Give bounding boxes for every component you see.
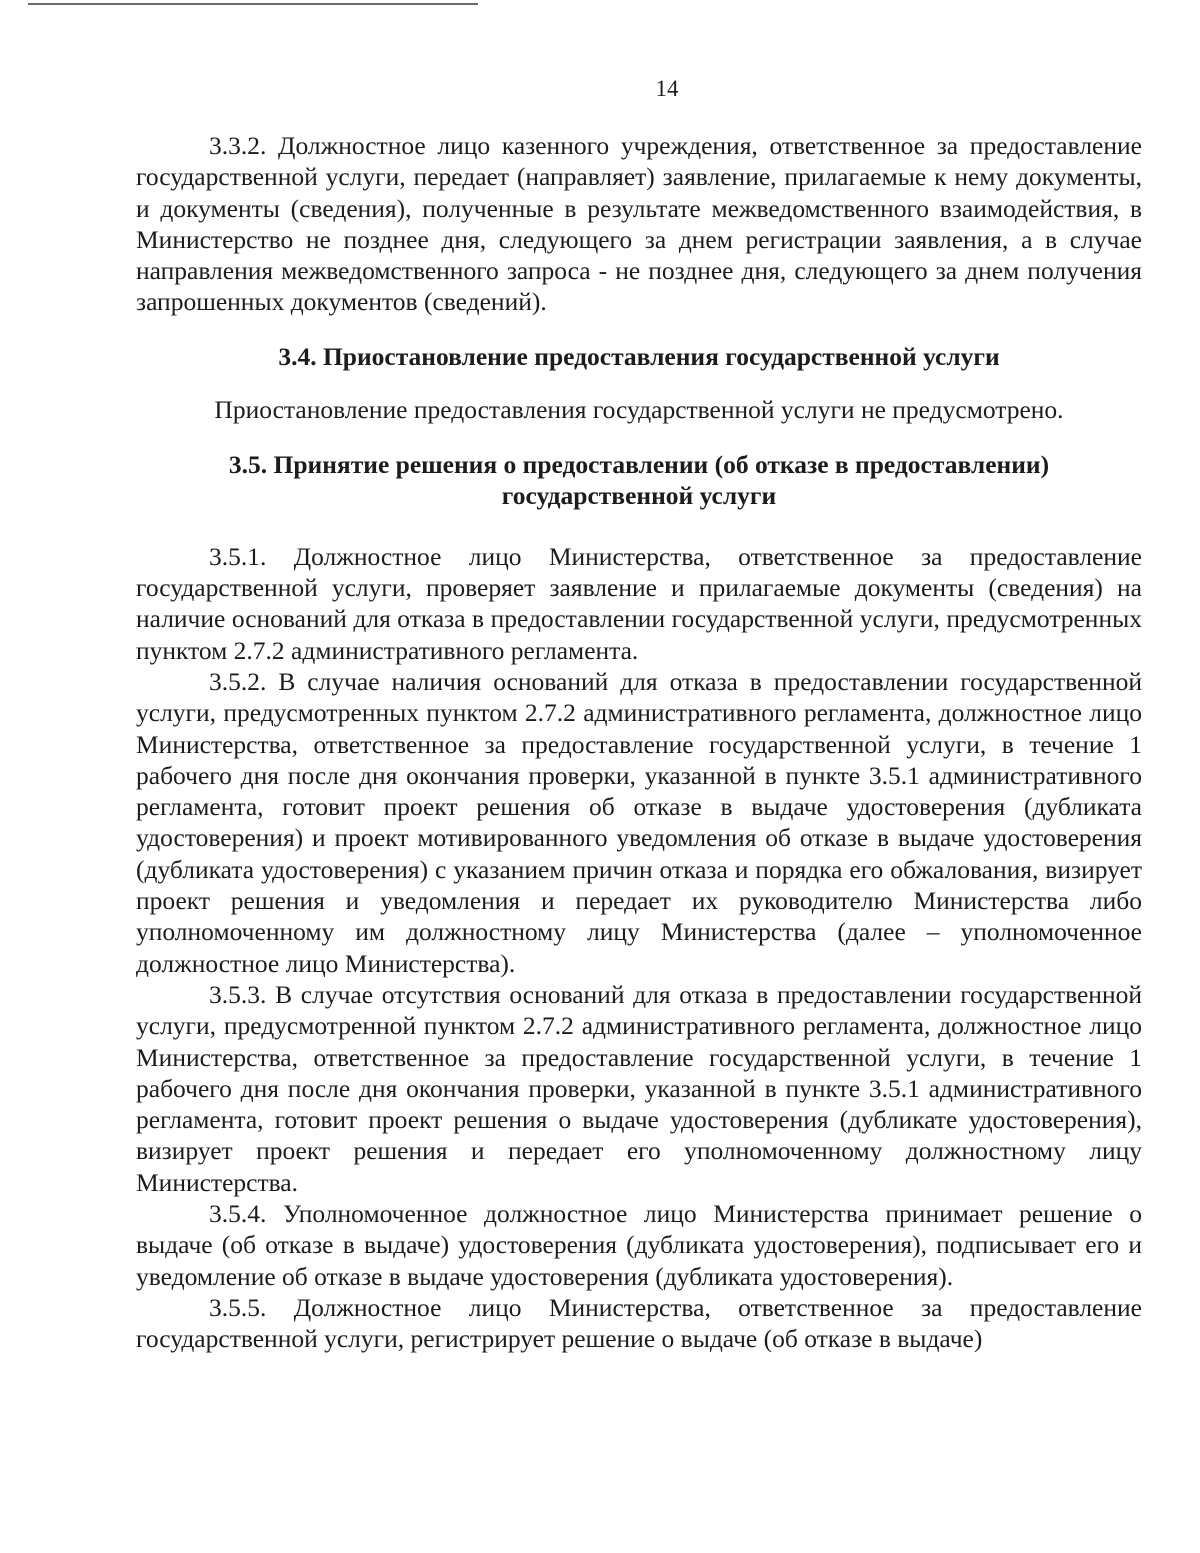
paragraph-3-5-2: 3.5.2. В случае наличия оснований для отказа в предоставлении государственной услуги, предусмотренных пунктом 2.7.2 административного регламента, должностное лицо Министерства, ответственное за предоставление государственной услуги, в течение 1 рабочего дня после дня окончания проверки, указанной в пункте 3.5.1 административного регламента, готовит проект решения об отказе в выдаче удостоверения (дубликата удостоверения) и проект мотивированного уведомления об отказе в выдаче удостоверения (дубликата удостоверения) с указанием причин отказа и порядка его обжалования, визирует проект решения и уведомления и передает их руководителю Министерства либо уполномоченному им должностному лицу Министерства (далее – уполномоченное должностное лицо Министерства). [136,666,1142,978]
paragraph-3-5-3: 3.5.3. В случае отсутствия оснований для отказа в предоставлении государственной услуги, предусмотренной пунктом 2.7.2 административного регламента, должностное лицо Министерства, ответственное за предоставление государственной услуги, в течение 1 рабочего дня после дня окончания проверки, указанной в пункте 3.5.1 административного регламента, готовит проект решения о выдаче удостоверения (дубликате удостоверения), визирует проект решения и передает его уполномоченному должностному лицу Министерства. [136,979,1142,1197]
paragraph-3-5-5: 3.5.5. Должностное лицо Министерства, ответственное за предоставление государственной услуги, регистрирует решение о выдаче (об отказе в выдаче) [136,1292,1142,1354]
section-heading-3-4: 3.4. Приостановление предоставления государственной услуги [278,341,1000,371]
page-number: 14 [655,76,679,101]
paragraph-3-5-1: 3.5.1. Должностное лицо Министерства, ответственное за предоставление государственной услуги, проверяет заявление и прилагаемые документы (сведения) на наличие оснований для отказа в предоставлении государственной услуги, предусмотренных пунктом 2.7.2 административного регламента. [136,541,1142,665]
document-body [136,130,1142,1355]
suspension-note: Приостановление предоставления государственной услуги не предусмотрено. [214,394,1064,424]
section-heading-3-5 [136,449,1142,511]
scan-artifact-line [28,3,478,5]
paragraph-3-5-4: 3.5.4. Уполномоченное должностное лицо Министерства принимает решение о выдаче (об отказе в выдаче) удостоверения (дубликата удостоверения), подписывает его и уведомление об отказе в выдаче удостоверения (дубликата удостоверения). [136,1199,1142,1291]
section-heading-3-5-line1: 3.5. Принятие решения о предоставлении (об отказе в предоставлении) [228,449,1050,479]
paragraph-3-3-2: 3.3.2. Должностное лицо казенного учреждения, ответственное за предоставление государственной услуги, передает (направляет) заявление, прилагаемые к нему документы, и документы (сведения), полученные в результате межведомственного взаимодействия, в Министерство не позднее дня, следующего за днем регистрации заявления, а в случае направления межведомственного запроса - не позднее дня, следующего за днем получения запрошенных документов (сведений). [136,131,1142,317]
section-heading-3-5-line2: государственной услуги [501,480,777,510]
